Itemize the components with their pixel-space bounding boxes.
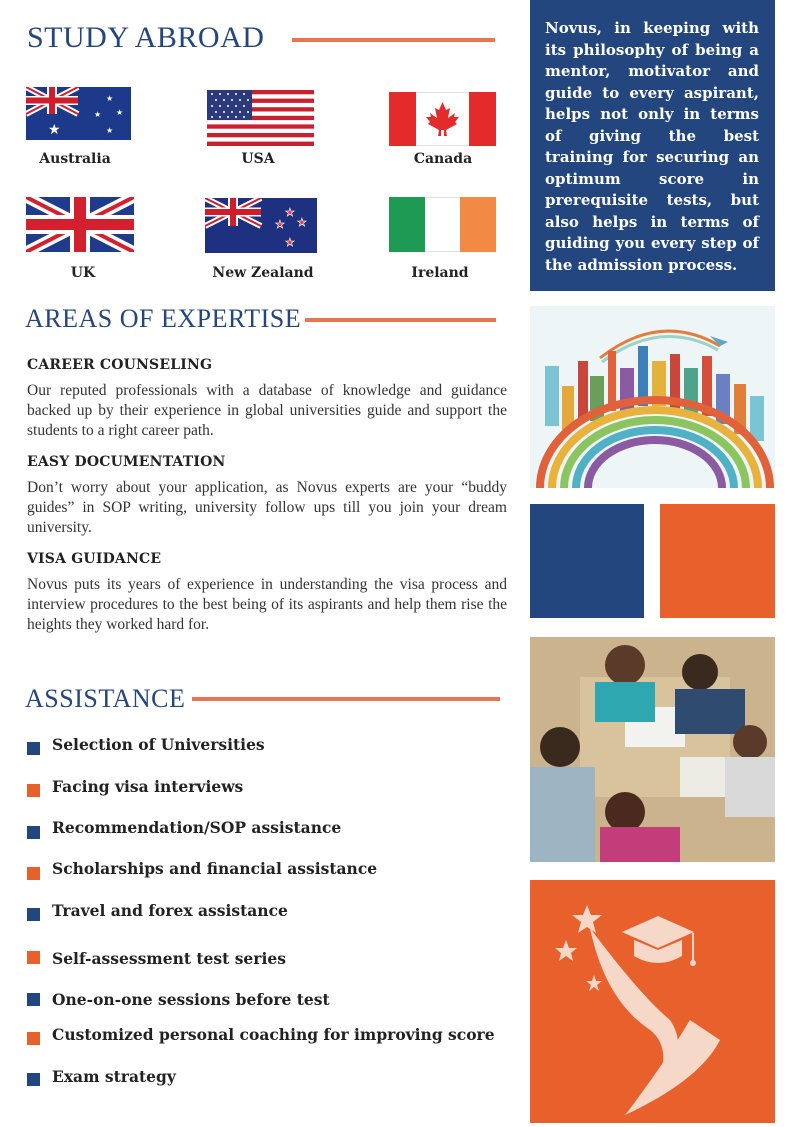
students-photo [530,637,775,862]
assistance-item: Exam strategy [52,1067,176,1086]
australia-flag-icon [26,87,131,140]
svg-text:★: ★ [48,122,61,138]
bullet-square [27,742,40,755]
bullet-square [27,908,40,921]
svg-text:★: ★ [106,126,114,135]
expertise-heading-career: CAREER COUNSELING [27,357,213,373]
orange-color-block [660,504,775,618]
study-abroad-rule [292,38,495,42]
new-zealand-flag-icon [205,198,317,253]
expertise-body-career: Our reputed professionals with a database of knowledge and guidance backed up by their experience in global universities guide and support the students to a right career path. [27,382,507,439]
bullet-square [27,1032,40,1045]
assistance-item: Customized personal coaching for improving score [52,1025,495,1044]
blue-color-block [530,504,644,618]
intro-text: Novus, in keeping with its philosophy of being a mentor, motivator and guide to every aspirant, helps not only in terms of giving the best training for securing an optimum score in prerequisite tests, but also helps in terms of guiding you every step of the admission process. [545,19,759,274]
study-abroad-title: STUDY ABROAD [27,21,265,54]
expertise-body-documentation: Don’t worry about your application, as Novus experts are your “buddy guides” in SOP writing, university follow ups till you join your dream university. [27,479,507,536]
bullet-square [27,867,40,880]
country-label-canada: Canada [413,151,473,167]
svg-text:★: ★ [94,110,102,119]
assistance-item: Facing visa interviews [52,777,244,796]
novus-logo-panel [530,880,775,1123]
bullet-square [27,951,40,964]
expertise-rule [305,318,496,322]
expertise-title: AREAS OF EXPERTISE [25,304,302,333]
assistance-item: Selection of Universities [52,735,265,754]
country-label-usa: USA [241,151,275,167]
svg-text:★: ★ [275,218,285,231]
svg-text:★: ★ [285,206,295,219]
svg-text:★: ★ [116,108,124,117]
expertise-heading-documentation: EASY DOCUMENTATION [27,454,226,470]
assistance-rule [192,697,500,701]
svg-text:★: ★ [106,94,114,103]
assistance-item: Recommendation/SOP assistance [52,818,342,837]
country-label-uk: UK [70,265,96,281]
expertise-body-visa: Novus puts its years of experience in understanding the visa process and interview procedures to the best being of its aspirants and help them rise the heights they worked hard for. [27,576,507,633]
uk-flag-icon [26,197,134,252]
assistance-item: Travel and forex assistance [52,901,288,920]
usa-flag-icon [207,90,314,146]
world-landmarks-illustration [530,306,775,488]
country-label-ireland: Ireland [411,265,469,281]
assistance-item: Self-assessment test series [52,949,286,968]
ireland-flag-icon [389,197,496,252]
assistance-item: Scholarships and financial assistance [52,859,378,878]
expertise-heading-visa: VISA GUIDANCE [27,551,162,567]
svg-text:★: ★ [285,236,295,249]
bullet-square [27,993,40,1006]
country-label-australia: Australia [39,151,111,167]
graduation-logo-icon [530,880,775,1123]
assistance-item: One-on-one sessions before test [52,990,330,1009]
canada-flag-icon [389,92,496,146]
bullet-square [27,784,40,797]
bullet-square [27,1073,40,1086]
svg-text:★: ★ [297,216,307,229]
country-label-new-zealand: New Zealand [212,265,314,281]
bullet-square [27,826,40,839]
assistance-title: ASSISTANCE [25,684,186,713]
